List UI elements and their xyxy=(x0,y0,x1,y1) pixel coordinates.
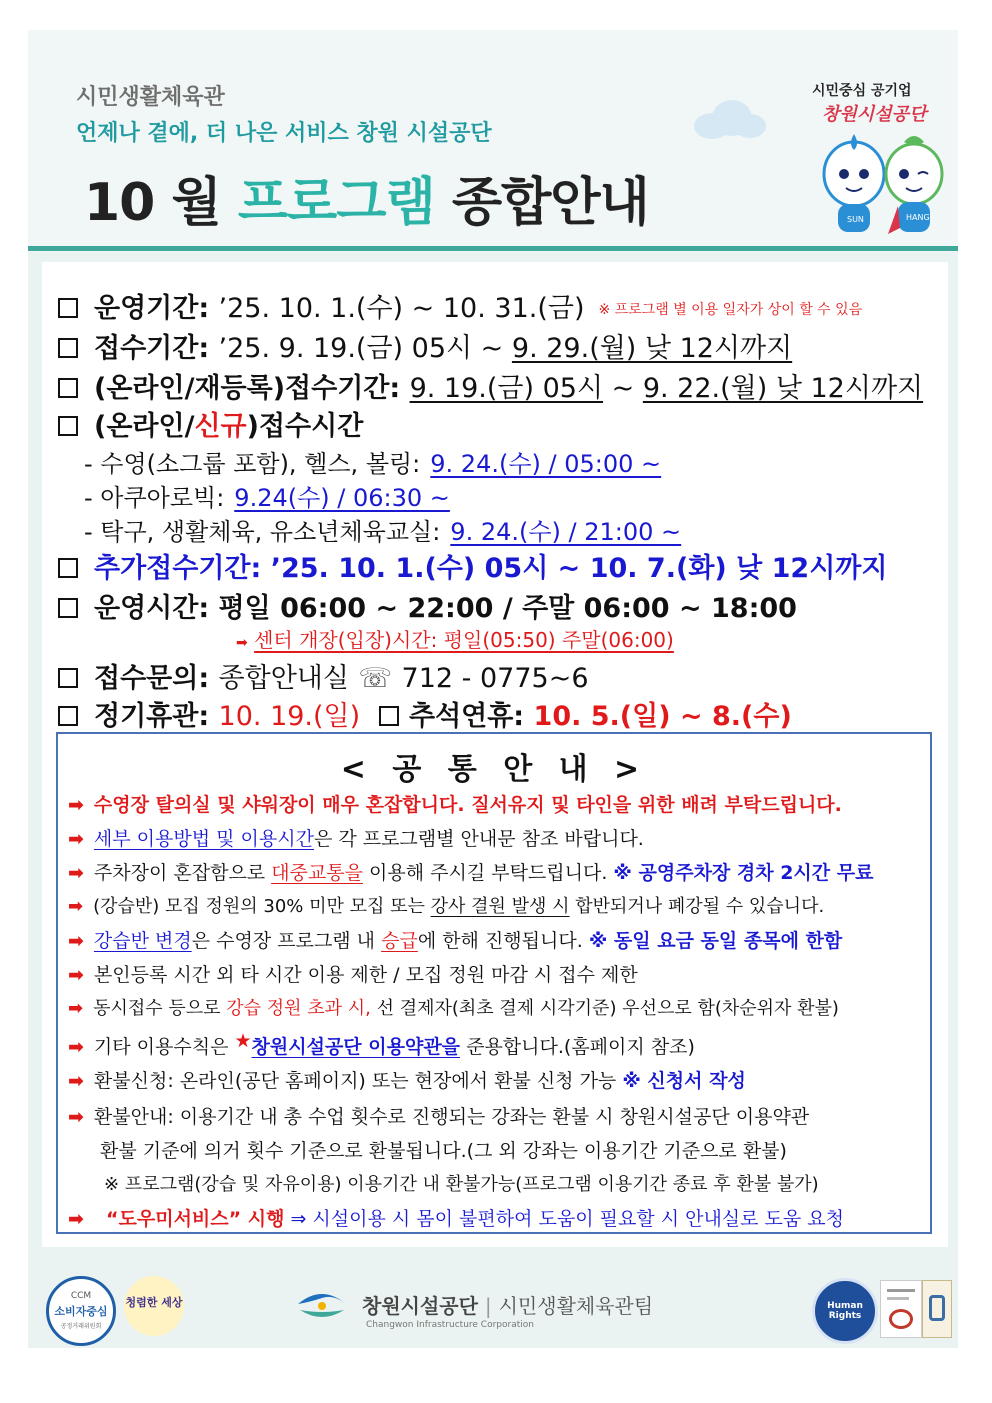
notice-text: 동시접수 등으로 xyxy=(93,998,227,1019)
brand-logo-text: 창원시설공단 xyxy=(822,104,927,125)
corp-name: 창원시설공단 xyxy=(362,1294,478,1318)
inquiry xyxy=(58,656,589,695)
notice-highlight: 강습반 변경 xyxy=(93,930,192,952)
reg-period-deadline: 9. 29.(월) 낮 12시까지 xyxy=(511,333,793,364)
arrow-right-icon: ➡ xyxy=(68,862,84,884)
ccm-logo xyxy=(46,1276,116,1346)
corp-divider: | xyxy=(484,1294,492,1318)
arrow-right-icon: ➡ xyxy=(68,896,84,917)
notice-text: 본인등록 시간 외 타 시간 이용 제한 / 모집 정원 마감 시 접수 제한 xyxy=(93,964,638,986)
common-notice-title: < 공 통 안 내 > xyxy=(340,752,648,787)
corp-sub: 시민생활체육관팀 xyxy=(498,1294,654,1318)
notice-text: 환불신청: 온라인(공단 홈페이지) 또는 현장에서 환불 신청 가능 xyxy=(93,1070,623,1092)
notice-item xyxy=(68,1030,695,1059)
hours-value: 평일 06:00 ~ 22:00 / 주말 06:00 ~ 18:00 xyxy=(218,593,797,624)
sub-item-value: 9. 24.(수) / 05:00 ~ xyxy=(430,450,662,478)
checkbox-icon xyxy=(58,378,78,398)
online-new-prefix: (온라인/ xyxy=(94,411,195,442)
online-renewal-period xyxy=(58,366,923,405)
corp-name-line xyxy=(362,1290,653,1319)
human-rights-logo xyxy=(812,1278,878,1344)
notice-text: 선 결제자(최초 결제 시각기준) 우선으로 함(차순위자 환불) xyxy=(370,998,839,1019)
notice-text: 수영장 탈의실 및 샤워장이 매우 혼잡합니다. 질서유지 및 타인을 위한 배려 부탁드립니다. xyxy=(93,794,842,816)
sub-item-label: - 탁구, 생활체육, 유소년체육교실: xyxy=(84,518,441,546)
notice-text: 기타 이용수칙은 xyxy=(93,1036,235,1058)
checkbox-icon xyxy=(58,298,78,318)
notice-highlight: 창원시설공단 이용약관을 xyxy=(251,1036,461,1058)
notice-note: ※ 프로그램(강습 및 자유이용) 이용기간 내 환불가능(프로그램 이용기간 종료 후 환불 불가) xyxy=(104,1174,819,1195)
corp-logo-icon xyxy=(294,1284,350,1332)
notice-text: 이용해 주시길 부탁드립니다. xyxy=(362,862,614,884)
phone-icon: ☏ xyxy=(358,663,393,694)
reg-period-label: 접수기간: xyxy=(94,333,210,364)
hours-label: 운영시간: xyxy=(94,593,210,624)
closed-label: 정기휴관: xyxy=(94,701,210,732)
checkbox-icon xyxy=(58,598,78,618)
online-renew-start: 9. 19.(금) 05시 xyxy=(409,373,604,404)
notice-highlight: 세부 이용방법 및 이용시간 xyxy=(93,828,314,850)
ccm-logo-main: 소비자중심 xyxy=(54,1305,108,1318)
slogan: 언제나 곁에, 더 나은 서비스 창원 시설공단 xyxy=(76,121,492,146)
award-badge-icon xyxy=(922,1280,952,1338)
notice-item xyxy=(68,790,842,817)
checkbox-icon xyxy=(58,668,78,688)
notice-note: ※ 동일 요금 동일 종목에 한함 xyxy=(588,930,843,952)
sub-item-label: - 아쿠아로빅: xyxy=(84,484,225,512)
title-suffix: 종합안내 xyxy=(434,173,649,233)
online-new-suffix: )접수시간 xyxy=(246,411,364,442)
notice-item xyxy=(68,926,842,953)
certificate-badge-icon xyxy=(880,1280,922,1338)
extra-reg-label: 추가접수기간: xyxy=(94,553,262,584)
arrow-right-icon: ➡ xyxy=(68,930,84,952)
reg-period-value: ’25. 9. 19.(금) 05시 ~ xyxy=(218,333,512,364)
corp-english-name: Changwon Infrastructure Corporation xyxy=(366,1320,534,1330)
org-name: 시민생활체육관 xyxy=(76,85,225,110)
notice-note: ※ 공영주차장 경차 2시간 무료 xyxy=(613,862,874,884)
closures xyxy=(58,694,792,733)
notice-text: 준용합니다.(홈페이지 참조) xyxy=(460,1036,695,1058)
hours-note xyxy=(236,624,674,653)
notice-highlight: 강사 결원 발생 시 xyxy=(430,896,570,917)
star-icon: ★ xyxy=(234,1030,252,1052)
notice-item xyxy=(68,1204,844,1231)
online-renew-sep: ~ xyxy=(603,373,643,404)
op-period-label: 운영기간: xyxy=(94,293,210,324)
notice-text: 주차장이 혼잡함으로 xyxy=(93,862,272,884)
title-highlight: 프로그램 xyxy=(237,173,435,233)
arrow-right-icon: ➡ xyxy=(68,1070,84,1092)
closed-value: 10. 19.(일) xyxy=(218,701,361,732)
sub-item-label: - 수영(소그룹 포함), 헬스, 볼링: xyxy=(84,450,421,478)
checkbox-icon xyxy=(379,706,399,726)
notice-text: 은 수영장 프로그램 내 xyxy=(191,930,382,952)
inquiry-phone: 712 - 0775~6 xyxy=(401,663,589,694)
arrow-right-icon: ➡ xyxy=(68,828,84,850)
mascot-left-label: SUN xyxy=(847,215,864,224)
notice-item xyxy=(68,1102,809,1129)
extra-registration-period xyxy=(58,546,887,585)
arrow-right-icon: ➡ xyxy=(68,1106,84,1128)
online-new-heading xyxy=(58,404,363,443)
sub-item-aquarobic xyxy=(84,478,450,513)
notice-text: 에 한해 진행됩니다. xyxy=(417,930,589,952)
notice-item xyxy=(68,824,644,851)
mascot-right-label: HANG xyxy=(906,213,930,222)
notice-text: 은 각 프로그램별 안내문 참조 바랍니다. xyxy=(313,828,644,850)
clean-world-text: 청렴한 세상 xyxy=(125,1296,183,1309)
online-renew-label: (온라인/재등록)접수기간: xyxy=(94,373,401,404)
checkbox-icon xyxy=(58,558,78,578)
extra-reg-value: ’25. 10. 1.(수) 05시 ~ 10. 7.(화) 낮 12시까지 xyxy=(270,553,888,584)
ccm-logo-sub: 공정거래위원회 xyxy=(60,1323,102,1330)
sub-item-value: 9. 24.(수) / 21:00 ~ xyxy=(450,518,682,546)
operating-hours xyxy=(58,586,797,625)
notice-text: ⇒ 시설이용 시 몸이 불편하여 도움이 필요할 시 안내실로 도움 요청 xyxy=(284,1208,844,1230)
notice-item xyxy=(68,1066,746,1093)
common-notice-box xyxy=(56,732,932,1234)
checkbox-icon xyxy=(58,338,78,358)
header-divider xyxy=(28,246,958,251)
arrow-right-icon: ➡ xyxy=(68,1208,84,1230)
hours-note-text: 센터 개장(입장)시간: 평일(05:50) 주말(06:00) xyxy=(254,628,674,652)
arrow-right-icon: ➡ xyxy=(68,998,84,1019)
sub-item-value: 9.24(수) / 06:30 ~ xyxy=(234,484,450,512)
clean-world-logo xyxy=(124,1276,184,1336)
notice-highlight: 강습 정원 초과 시, xyxy=(226,998,371,1019)
inquiry-label: 접수문의: xyxy=(94,663,210,694)
arrow-right-icon: ➡ xyxy=(236,635,248,651)
op-period-note: ※ 프로그램 별 이용 일자가 상이 할 수 있음 xyxy=(598,302,863,318)
mascot-illustration xyxy=(808,130,958,240)
title-prefix: 10 월 xyxy=(84,173,238,233)
notice-highlight: “도우미서비스” 시행 xyxy=(106,1208,285,1230)
sub-item-tabletennis xyxy=(84,512,681,547)
brand-tag: 시민중심 공기업 xyxy=(812,83,912,99)
notice-item xyxy=(68,858,873,885)
checkbox-icon xyxy=(58,416,78,436)
notice-text: 환불안내: 이용기간 내 총 수업 횟수로 진행되는 강좌는 환불 시 창원시설공단 이용약관 xyxy=(93,1106,810,1128)
checkbox-icon xyxy=(58,706,78,726)
notice-highlight: 대중교통을 xyxy=(271,862,363,884)
notice-text: 합반되거나 폐강될 수 있습니다. xyxy=(569,896,825,917)
online-renew-end: 9. 22.(월) 낮 12시까지 xyxy=(642,373,924,404)
ccm-logo-top: CCM xyxy=(70,1291,92,1301)
holiday-value: 10. 5.(일) ~ 8.(수) xyxy=(533,701,792,732)
notice-highlight: 승급 xyxy=(381,930,418,952)
holiday-label: 추석연휴: xyxy=(408,701,525,732)
notice-note: ※ 신청서 작성 xyxy=(622,1070,746,1092)
arrow-right-icon: ➡ xyxy=(68,794,84,816)
notice-item xyxy=(68,994,839,1020)
notice-item xyxy=(68,960,638,987)
registration-period xyxy=(58,326,792,365)
notice-text: (강습반) 모집 정원의 30% 미만 모집 또는 xyxy=(93,896,431,917)
notice-continuation: 환불 기준에 의거 횟수 기준으로 환불됩니다.(그 외 강좌는 이용기간 기준으로 환불) xyxy=(100,1140,787,1162)
arrow-right-icon: ➡ xyxy=(68,964,84,986)
inquiry-value: 종합안내실 xyxy=(218,663,349,694)
notice-item xyxy=(68,892,824,918)
cloud-icon xyxy=(690,98,768,140)
arrow-right-icon: ➡ xyxy=(68,1036,84,1058)
sub-item-swim xyxy=(84,444,661,479)
page-title xyxy=(84,160,649,235)
online-new-highlight: 신규 xyxy=(194,411,247,442)
operation-period xyxy=(58,286,862,325)
human-rights-text: Human Rights xyxy=(827,1301,863,1321)
op-period-value: ’25. 10. 1.(수) ~ 10. 31.(금) xyxy=(218,293,585,324)
